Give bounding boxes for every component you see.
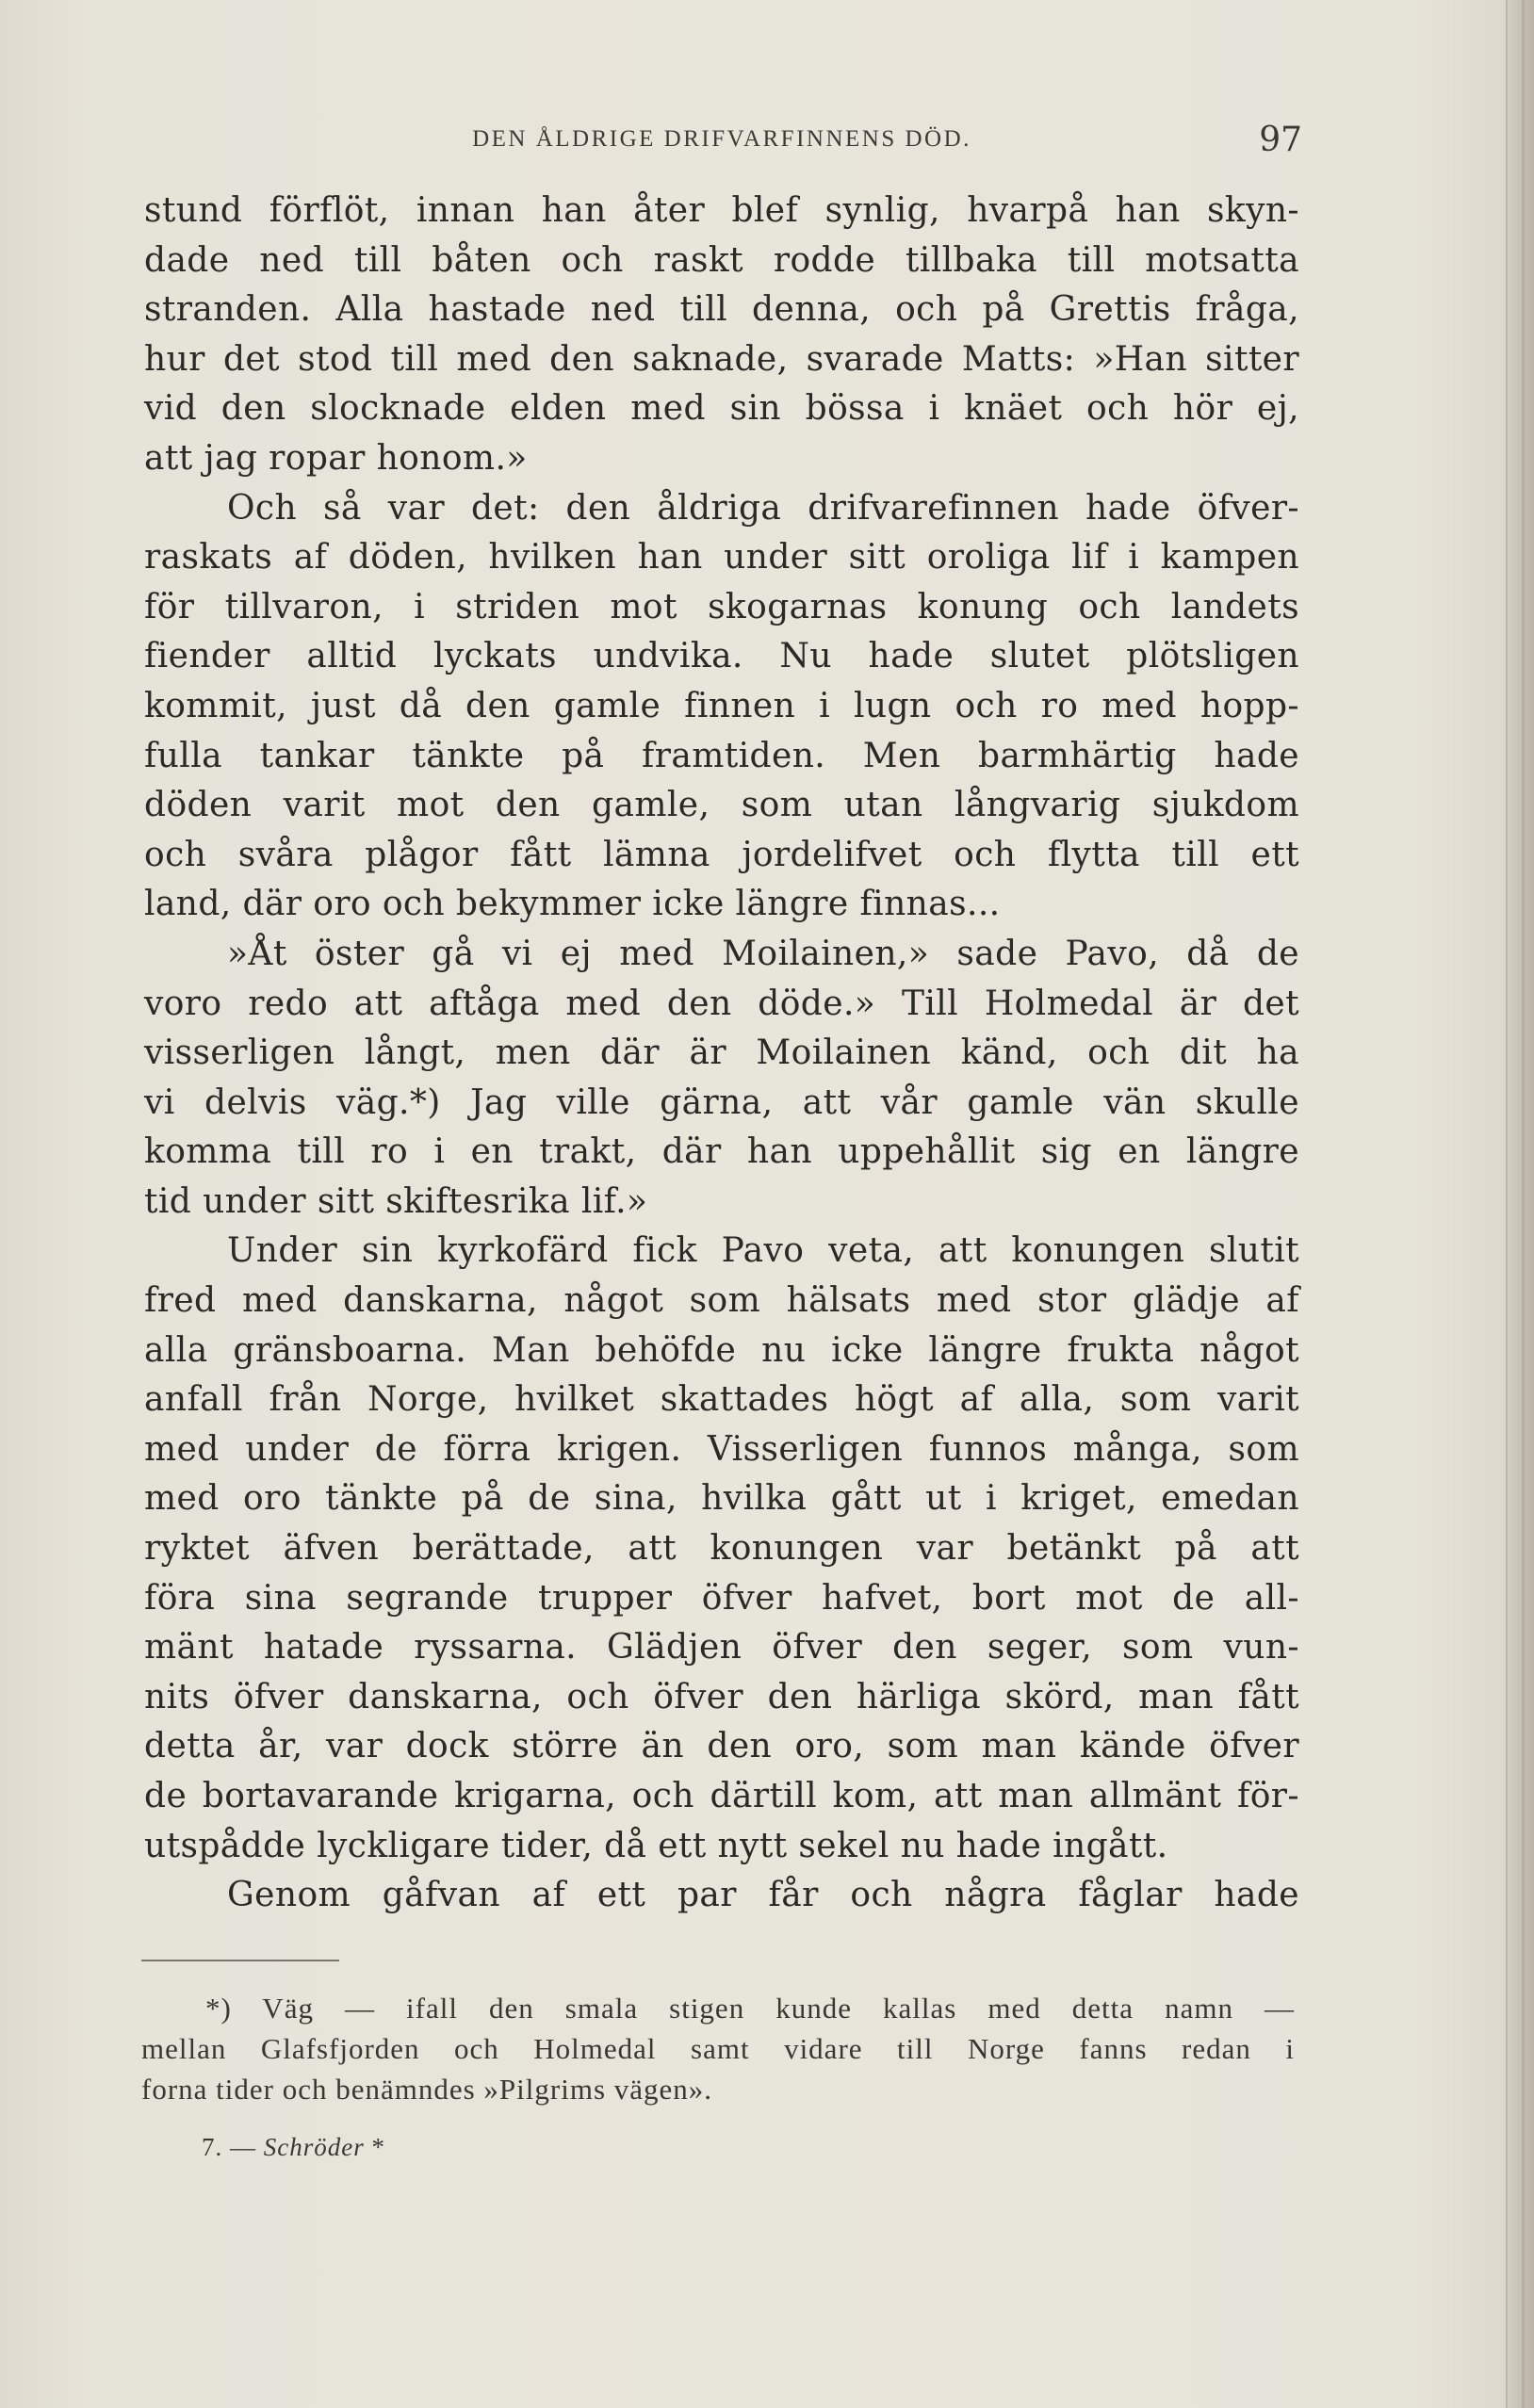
text-line: nits öfver danskarna, och öfver den härliga skörd, man fått <box>144 1677 1299 1717</box>
text-line: döden varit mot den gamle, som utan långvarig sjukdom <box>144 786 1299 825</box>
text-line: Genom gåfvan af ett par får och några fåglar hade <box>227 1876 1299 1915</box>
text-line: utspådde lyckligare tider, då ett nytt sekel nu hade ingått. <box>144 1826 1168 1865</box>
text-line: raskats af döden, hvilken han under sitt oroliga lif i kampen <box>144 538 1299 578</box>
text-line: vid den slocknade elden med sin bössa i knäet och hör ej, <box>144 389 1299 429</box>
text-line: dade ned till båten och raskt rodde tillbaka till motsatta <box>144 240 1299 280</box>
text-line: med oro tänkte på de sina, hvilka gått ut i kriget, emedan <box>144 1479 1299 1519</box>
page-number: 97 <box>1259 121 1302 159</box>
sheet-number: 7. <box>202 2133 223 2161</box>
page-header <box>141 121 1302 164</box>
text-line: detta år, var dock större än den oro, som man kände öfver <box>144 1727 1299 1766</box>
body-text <box>144 187 1299 1921</box>
footnote-line: forna tider och benämndes »Pilgrims vägen». <box>141 2073 713 2106</box>
text-line: »Åt öster gå vi ej med Moilainen,» sade Pavo, då de <box>227 934 1299 973</box>
running-head: DEN ÅLDRIGE DRIFVARFINNENS DÖD. <box>472 126 971 152</box>
text-line: tid under sitt skiftesrika lif.» <box>144 1181 648 1221</box>
text-line: föra sina segrande trupper öfver hafvet, bort mot de all- <box>144 1578 1299 1618</box>
footnote <box>141 1988 1295 2109</box>
book-spine-edge <box>1506 0 1534 2408</box>
footnote-line: *) Väg — ifall den smala stigen kunde kallas med detta namn — <box>205 1992 1295 2025</box>
signature-name: Schröder <box>263 2133 365 2161</box>
text-line: de bortavarande krigarna, och därtill kom, att man allmänt för- <box>144 1777 1299 1815</box>
signature-dash: — <box>230 2133 256 2161</box>
text-line: land, där oro och bekymmer icke längre finnas... <box>144 885 1001 924</box>
text-line: och svåra plågor fått lämna jordelifvet och flytta till ett <box>144 835 1299 874</box>
text-line: vi delvis väg.*) Jag ville gärna, att vår gamle vän skulle <box>144 1082 1299 1122</box>
text-line: alla gränsboarna. Man behöfde nu icke längre frukta något <box>144 1330 1299 1370</box>
spine-crease <box>1522 0 1525 2408</box>
text-line: stranden. Alla hastade ned till denna, och på Grettis fråga, <box>144 290 1299 330</box>
text-line: visserligen långt, men där är Moilainen känd, och dit ha <box>144 1033 1299 1073</box>
signature-mark: * <box>371 2133 385 2161</box>
text-line: komma till ro i en trakt, där han uppehållit sig en längre <box>144 1132 1299 1172</box>
printer-signature <box>202 2133 385 2162</box>
text-line: att jag ropar honom.» <box>144 438 528 478</box>
text-line: ryktet äfven berättade, att konungen var betänkt på att <box>144 1529 1299 1569</box>
footnote-divider <box>141 1960 339 1961</box>
text-line: Under sin kyrkofärd fick Pavo veta, att konungen slutit <box>227 1231 1299 1271</box>
text-line: mänt hatade ryssarna. Glädjen öfver den seger, som vun- <box>144 1628 1299 1668</box>
text-line: Och så var det: den åldriga drifvarefinnen hade öfver- <box>227 488 1299 528</box>
text-line: hur det stod till med den saknade, svarade Matts: »Han sitter <box>144 339 1299 379</box>
text-line: stund förflöt, innan han åter blef synlig, hvarpå han skyn- <box>144 191 1299 230</box>
text-line: voro redo att aftåga med den döde.» Till Holmedal är det <box>144 984 1299 1023</box>
text-line: med under de förra krigen. Visserligen funnos många, som <box>144 1429 1299 1469</box>
text-line: kommit, just då den gamle finnen i lugn och ro med hopp- <box>144 686 1299 725</box>
text-line: fred med danskarna, något som hälsats med stor glädje af <box>144 1281 1299 1321</box>
text-line: fiender alltid lyckats undvika. Nu hade slutet plötsligen <box>144 637 1299 676</box>
text-line: för tillvaron, i striden mot skogarnas konung och landets <box>144 587 1299 626</box>
text-line: fulla tankar tänkte på framtiden. Men barmhärtig hade <box>144 736 1299 775</box>
text-line: anfall från Norge, hvilket skattades högt af alla, som varit <box>144 1380 1299 1420</box>
footnote-line: mellan Glafsfjorden och Holmedal samt vidare till Norge fanns redan i <box>141 2032 1295 2065</box>
